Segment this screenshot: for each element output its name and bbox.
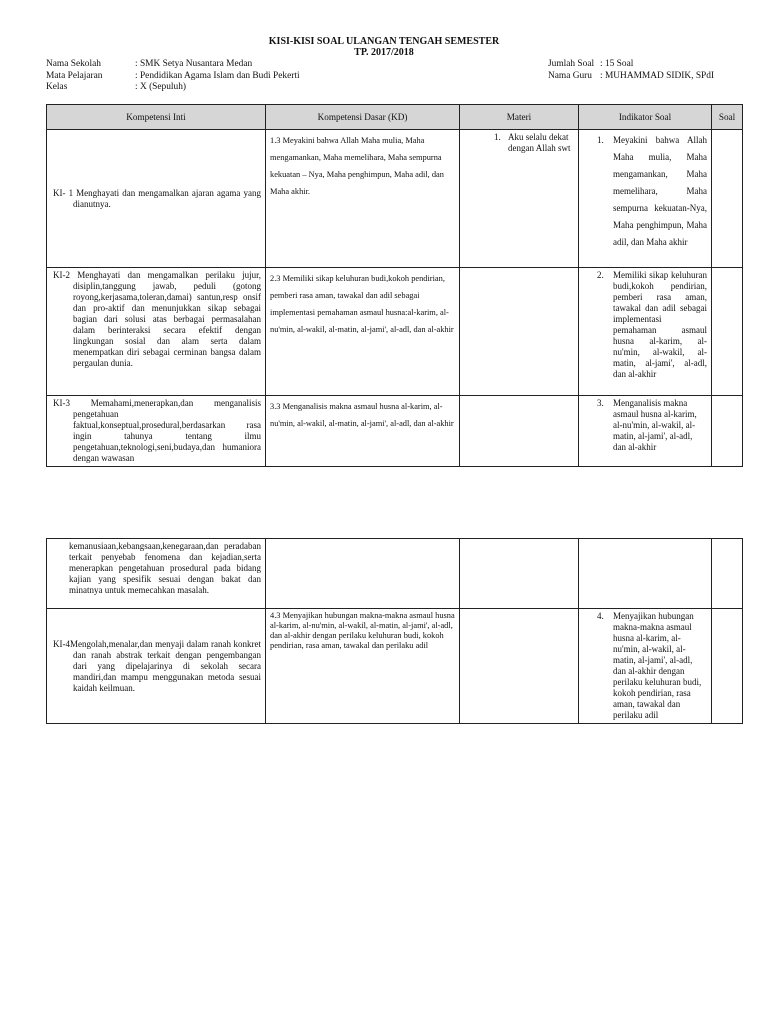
document-subtitle: TP. 2017/2018 (354, 47, 414, 58)
ki-cell (47, 609, 266, 724)
materi-cell (460, 268, 579, 396)
indikator-number: 2. (597, 270, 604, 280)
kd-cell: 2.3 Memiliki sikap keluhuran budi,kokoh pendirian, pemberi rasa aman, tawakal dan adil sebagai implementasi pemahaman asmaul husna:al-karim, al-nu'min, al-wakil, al-matin, al-jami', al-adl, dan al-akhir (266, 268, 460, 396)
header-materi: Materi (460, 105, 579, 130)
materi-cell (460, 539, 579, 609)
info-label: Nama Guru (548, 70, 592, 81)
info-left (46, 59, 300, 94)
indikator-number: 4. (597, 611, 604, 621)
ki-cell (47, 268, 266, 396)
info-label: Nama Sekolah (46, 59, 101, 69)
soal-cell (712, 130, 743, 268)
info-right (548, 59, 714, 82)
indikator-cell (579, 396, 712, 467)
table-row (47, 539, 743, 609)
ki-text: KI- 1 Menghayati dan mengamalkan ajaran agama yang dianutnya. (53, 187, 261, 209)
ki-text: KI-3 Memahami,menerapkan,dan menganalisis pengetahuan faktual,konseptual,prosedural,berdasarkan rasa ingin tahunya tentang ilmu pengetahuan,teknologi,seni,budaya,dan humaniora dengan wawasan (53, 398, 261, 463)
indikator-cell (579, 539, 712, 609)
ki-text: KI-2 Menghayati dan mengamalkan perilaku jujur, disiplin,tanggung jawab, peduli (gotong royong,kerjasama,toleran,damai) santun,resp onsif dan pro-aktif dan menunjukkan sikap sebagai bagian dari solusi atas berbagai permasalahan dalam berinteraksi secara efektif dengan lingkungan sosial dan alam serta dalam menempatkan diri sebagai cerminan bangsa dalam pergaulan dunia. (53, 270, 261, 368)
materi-cell (460, 609, 579, 724)
kd-cell (266, 539, 460, 609)
kisi-table-page1 (46, 104, 743, 467)
document-title: KISI-KISI SOAL ULANGAN TENGAH SEMESTER (268, 36, 500, 47)
info-value: : X (Sepuluh) (135, 82, 187, 92)
indikator-text: Memiliki sikap keluhuran budi,kokoh pendirian, pemberi rasa aman, tawakal dan adil sebagai implementasi pemahaman asmaul husna al-karim, al-nu'min, al-wakil, al-matin, al-jami', al-adl, dan al-akhir (613, 270, 707, 379)
table-row (47, 130, 743, 268)
indikator-text: Menganalisis makna asmaul husna al-karim, al-nu'min, al-wakil, al-matin, al-jami', al-adl, dan al-akhir (613, 398, 697, 452)
ki-cell (47, 130, 266, 268)
indikator-cell (579, 130, 712, 268)
info-value: : Pendidikan Agama Islam dan Budi Pekerti (135, 70, 300, 81)
info-label: Mata Pelajaran (46, 70, 103, 81)
info-label: Kelas (46, 82, 68, 92)
soal-cell (712, 396, 743, 467)
header-kompetensi-dasar: Kompetensi Dasar (KD) (266, 105, 460, 130)
table-row (47, 396, 743, 467)
ki-cell: kemanusiaan,kebangsaan,kenegaraan,dan peradaban terkait penyebab fenomena dan kejadian,serta menerapkan pengetahuan prosedural pada bidang kajian yang spesifik sesuai dengan bakat dan minatnya untuk memecahkan masalah. (47, 539, 266, 609)
kd-cell: 3.3 Menganalisis makna asmaul husna al-karim, al-nu'min, al-wakil, al-matin, al-jami', al-adl, dan al-akhir (266, 396, 460, 467)
kisi-table-page2 (46, 538, 743, 724)
soal-cell (712, 539, 743, 609)
table-row (47, 268, 743, 396)
materi-cell (460, 396, 579, 467)
kd-cell: 1.3 Meyakini bahwa Allah Maha mulia, Maha mengamankan, Maha memelihara, Maha sempurna kekuatan – Nya, Maha penghimpun, Maha adil, dan Maha akhir. (266, 130, 460, 268)
indikator-number: 3. (597, 398, 604, 408)
header-soal: Soal (712, 105, 743, 130)
info-value: : MUHAMMAD SIDIK, SPdI (600, 70, 715, 81)
indikator-text: Menyajikan hubungan makna-makna asmaul husna al-karim, al-nu'min, al-wakil, al-matin, al-jami', al-adl, dan al-akhir dengan perilaku keluhuran budi, kokoh pendirian, rasa aman, tawakal dan perilaku adil (613, 611, 702, 720)
table-row (47, 609, 743, 724)
indikator-cell (579, 268, 712, 396)
header-indikator-soal: Indikator Soal (579, 105, 712, 130)
info-label: Jumlah Soal (548, 59, 595, 69)
ki-text: KI-4Mengolah,menalar,dan menyaji dalam ranah konkret dan ranah abstrak terkait dengan pengembangan dari yang dipelajarinya di sekolah secara mandiri,dan mampu menggunakan metoda sesuai kaidah keilmuan. (53, 638, 261, 693)
info-value: : 15 Soal (600, 59, 634, 69)
soal-cell (712, 609, 743, 724)
kd-cell: 4.3 Menyajikan hubungan makna-makna asmaul husna al-karim, al-nu'min, al-wakil, al-matin, al-jami', al-adl, dan al-akhir dengan perilaku keluhuran budi, kokoh pendirian, rasa aman, tawakal dan perilaku adil (266, 609, 460, 724)
indikator-cell (579, 609, 712, 724)
indikator-number: 1. (597, 135, 604, 145)
materi-cell (460, 130, 579, 268)
info-value: : SMK Setya Nusantara Medan (135, 59, 253, 69)
header-kompetensi-inti: Kompetensi Inti (47, 105, 266, 130)
ki-cell (47, 396, 266, 467)
indikator-text: Meyakini bahwa Allah Maha mulia, Maha mengamankan, Maha memelihara, Maha sempurna kekuatan-Nya, Maha penghimpun, Maha adil, dan Maha akhir (613, 135, 707, 247)
materi-number: 1. (494, 132, 501, 142)
materi-text: Aku selalu dekat dengan Allah swt (508, 132, 571, 153)
soal-cell (712, 268, 743, 396)
table-header-row (47, 105, 743, 130)
